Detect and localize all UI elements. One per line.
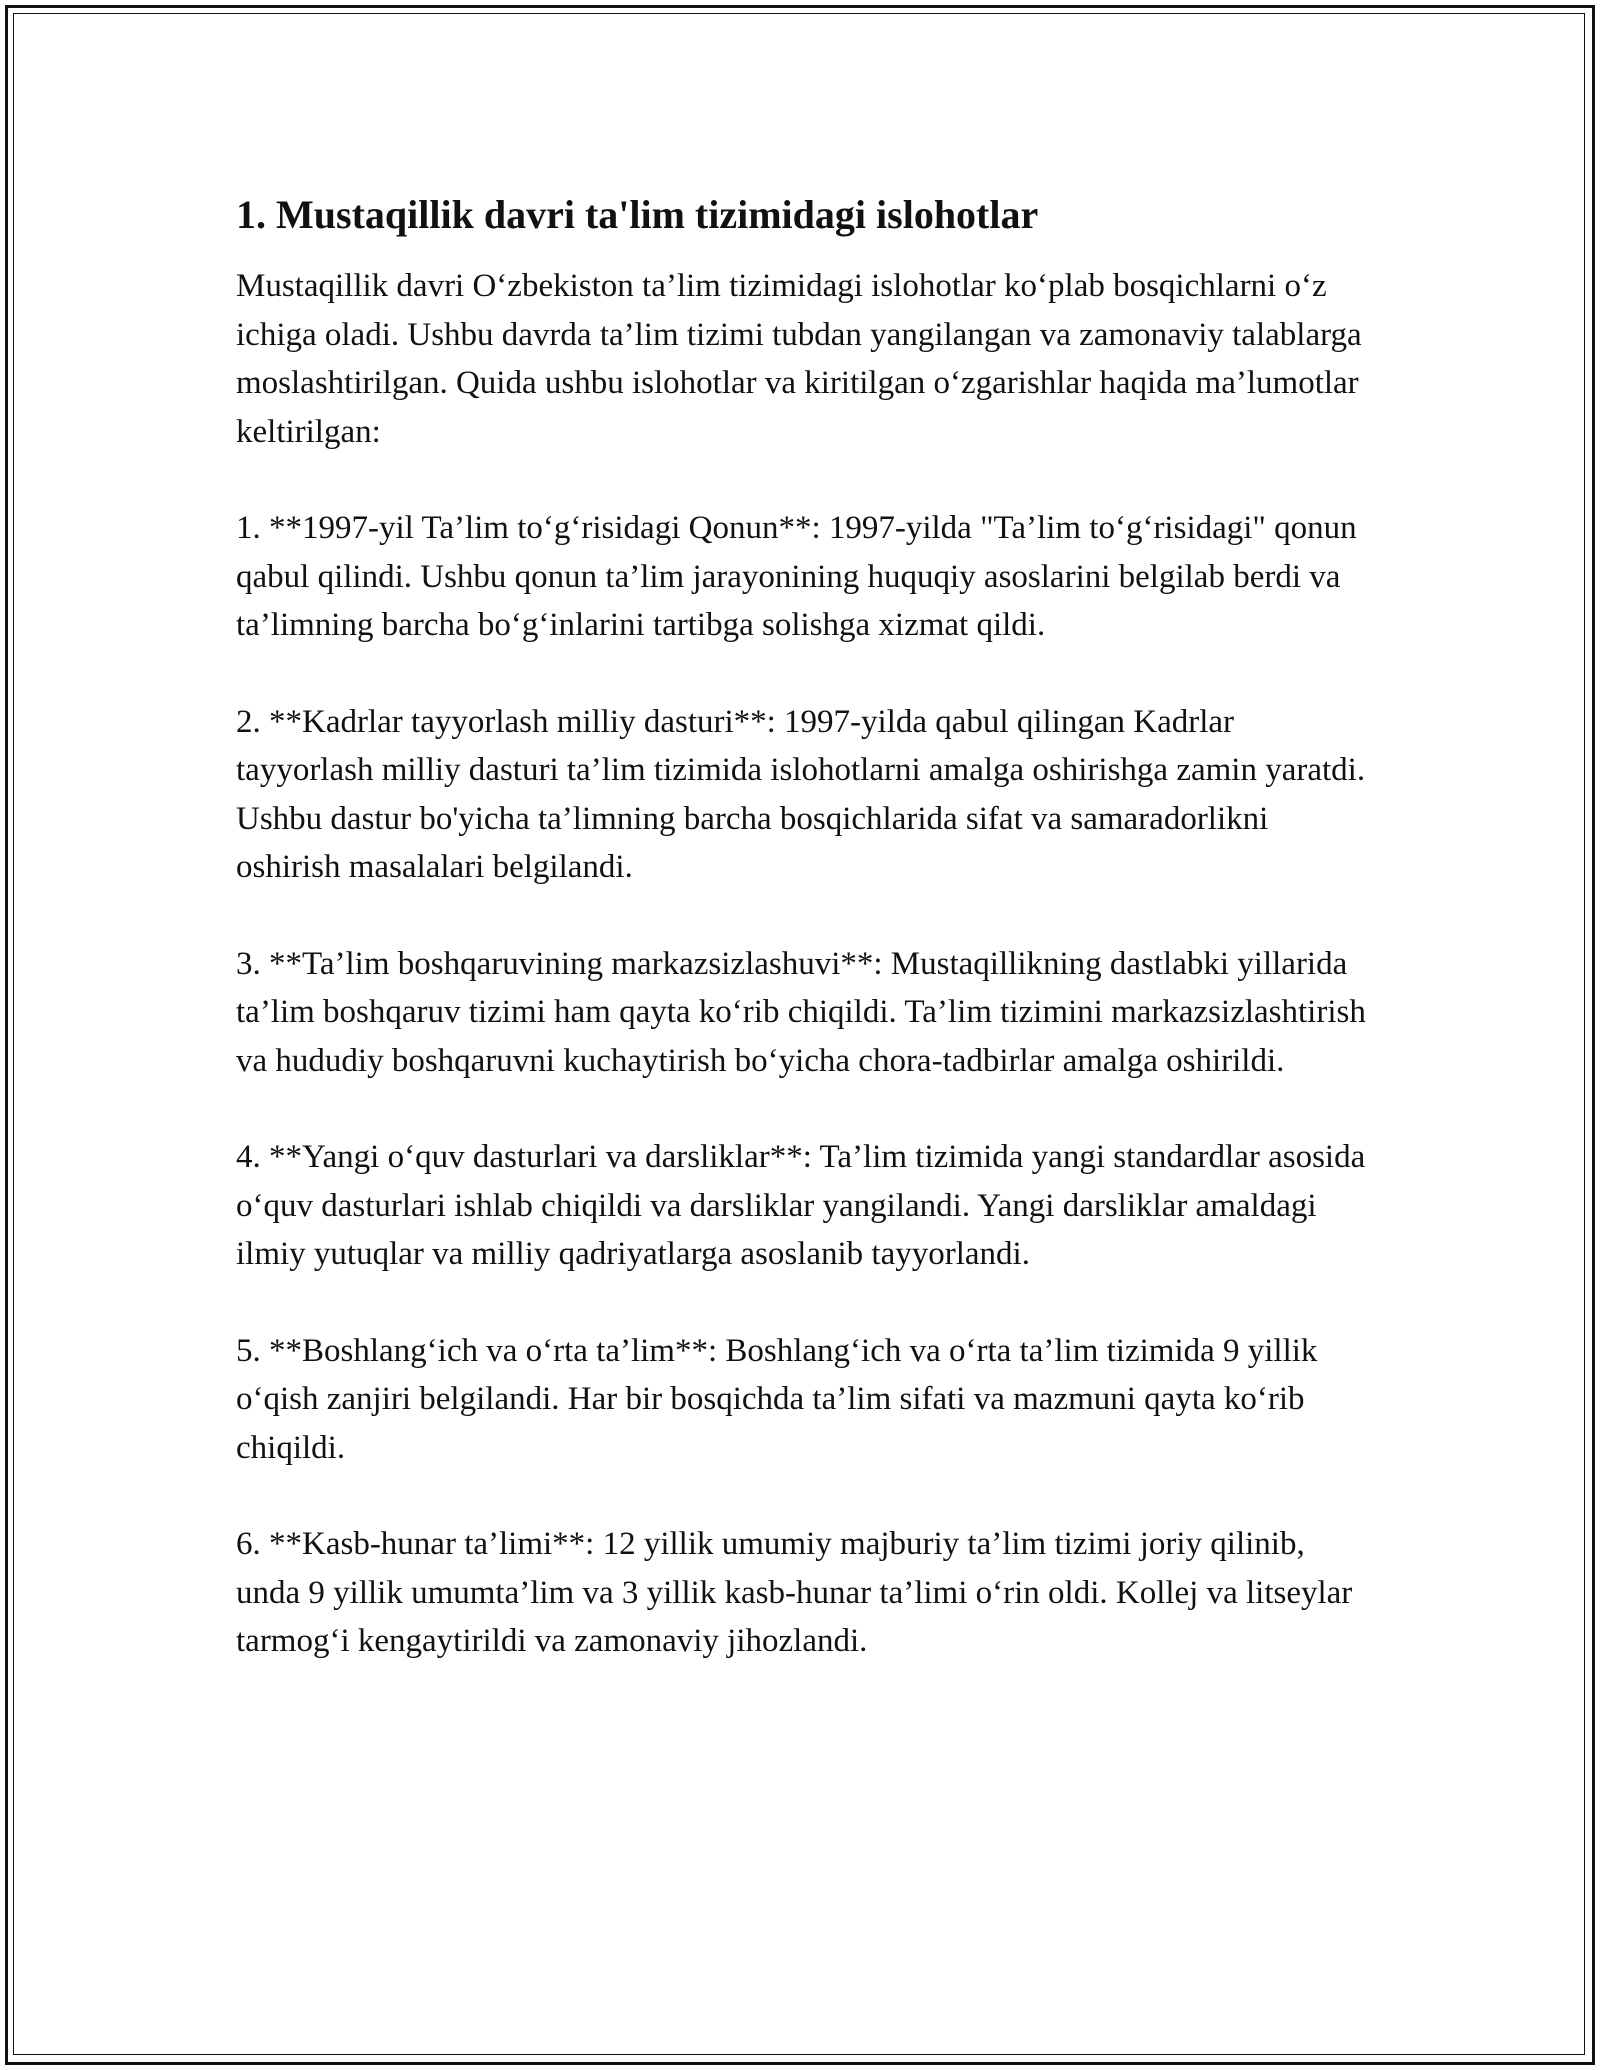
document-title: 1. Mustaqillik davri ta'lim tizimidagi islohotlar [236, 192, 1039, 237]
item-paragraph-3: 3. **Ta’lim boshqaruvining markazsizlashuvi**: Mustaqillikning dastlabki yillarida ta’lim boshqaruv tizimi ham qayta ko‘rib chiqildi. Ta’lim tizimini markazsizlashtirish va hududiy boshqaruvni kuchaytirish bo‘yicha chora-tadbirlar amalga oshirildi. [236, 945, 1366, 1079]
item-paragraph-5: 5. **Boshlang‘ich va o‘rta ta’lim**: Boshlang‘ich va o‘rta ta’lim tizimida 9 yillik o‘qish zanjiri belgilandi. Har bir bosqichda ta’lim sifati va mazmuni qayta ko‘rib chiqildi. [236, 1332, 1318, 1466]
item-paragraph-2: 2. **Kadrlar tayyorlash milliy dasturi**: 1997-yilda qabul qilingan Kadrlar tayyorlash milliy dasturi ta’lim tizimida islohotlarni amalga oshirishga zamin yaratdi. Ushbu dastur bo'yicha ta’limning barcha bosqichlarida sifat va samaradorlikni oshirish masalalari belgilandi. [236, 703, 1366, 885]
item-paragraph-6: 6. **Kasb-hunar ta’limi**: 12 yillik umumiy majburiy ta’lim tizimi joriy qilinib, unda 9 yillik umumta’lim va 3 yillik kasb-hunar ta’limi o‘rin oldi. Kollej va litseylar tarmog‘i kengaytirildi va zamonaviy jihozlandi. [236, 1526, 1353, 1659]
document-body [236, 190, 1376, 1714]
intro-paragraph: Mustaqillik davri O‘zbekiston ta’lim tizimidagi islohotlar ko‘plab bosqichlarni o‘z ichiga oladi. Ushbu davrda ta’lim tizimi tubdan yangilangan va zamonaviy talablarga moslashtirilgan. Quida ushbu islohotlar va kiritilgan o‘zgarishlar haqida ma’lumotlar keltirilgan: [236, 268, 1362, 450]
item-paragraph-1: 1. **1997-yil Ta’lim to‘g‘risidagi Qonun**: 1997-yilda "Ta’lim to‘g‘risidagi" qonun qabul qilindi. Ushbu qonun ta’lim jarayonining huquqiy asoslarini belgilab berdi va ta’limning barcha bo‘g‘inlarini tartibga solishga xizmat qildi. [236, 510, 1357, 643]
item-paragraph-4: 4. **Yangi o‘quv dasturlari va darsliklar**: Ta’lim tizimida yangi standardlar asosida o‘quv dasturlari ishlab chiqildi va darsliklar yangilandi. Yangi darsliklar amaldagi ilmiy yutuqlar va milliy qadriyatlarga asoslanib tayyorlandi. [236, 1139, 1366, 1272]
